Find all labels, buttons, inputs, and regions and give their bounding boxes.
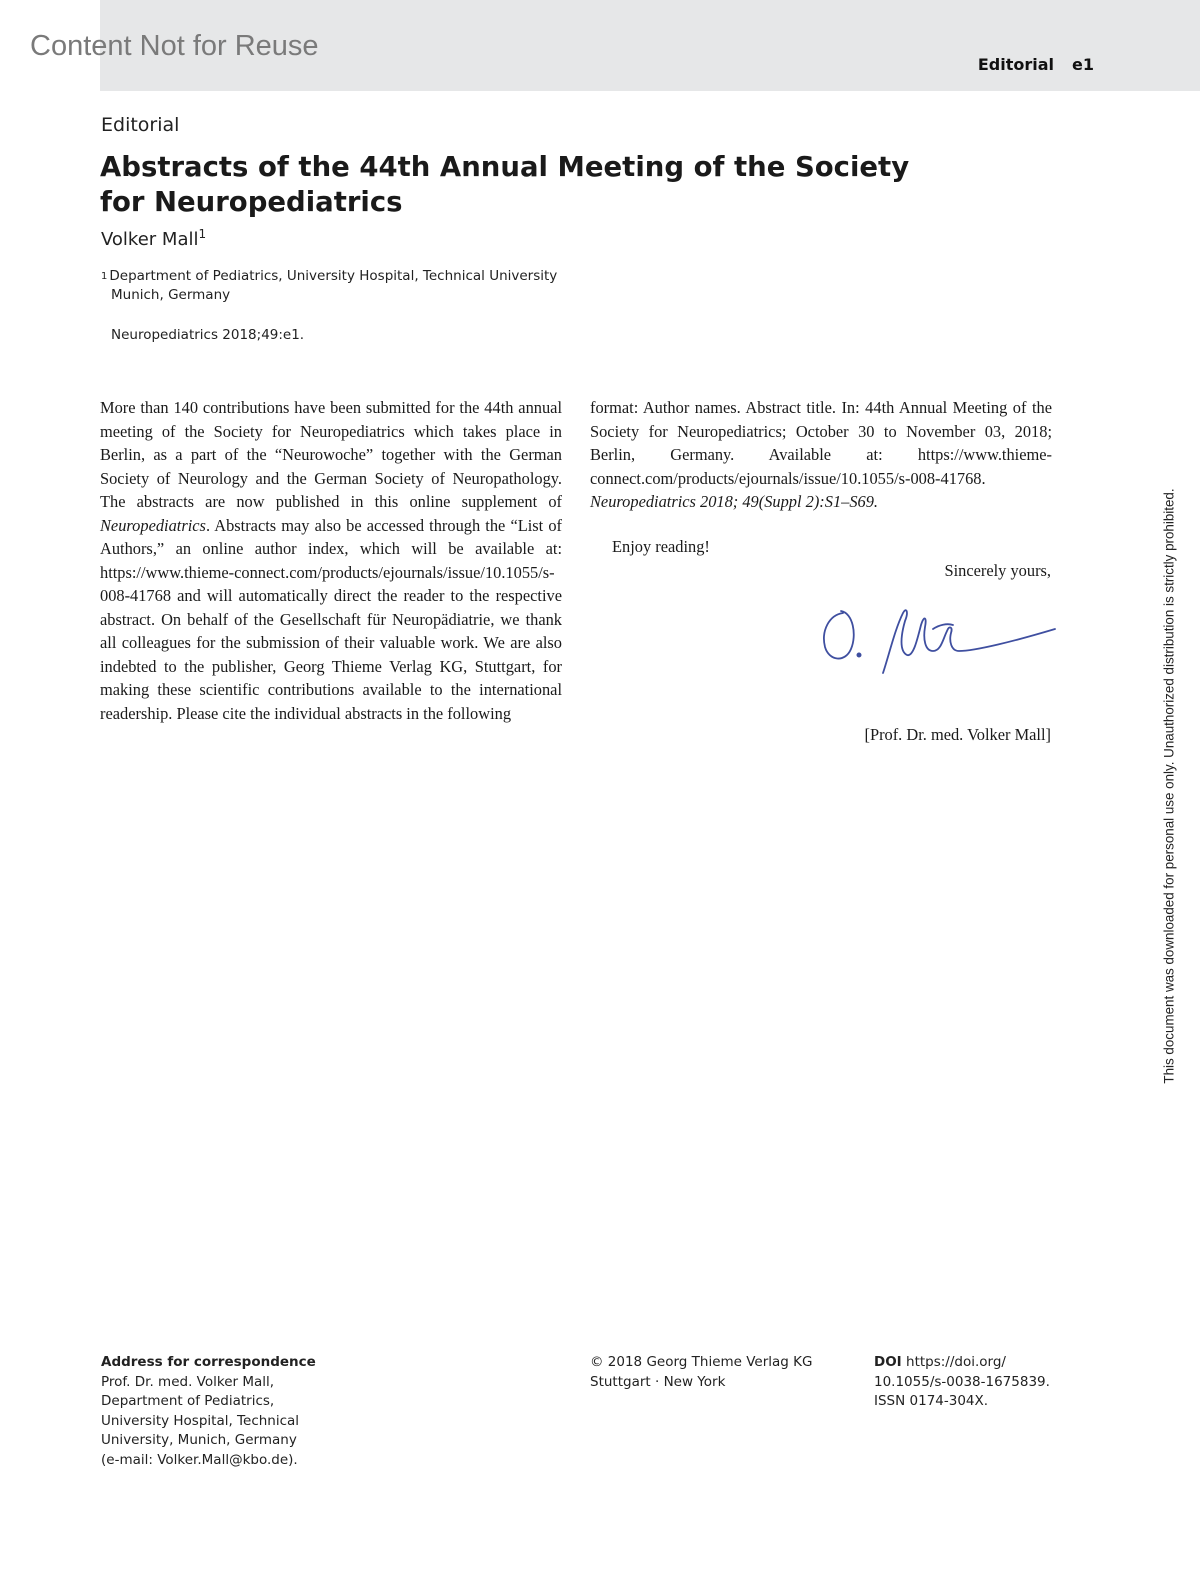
article-title: Abstracts of the 44th Annual Meeting of the Society for Neuropediatrics — [100, 151, 910, 218]
author-affiliation-mark: 1 — [198, 227, 207, 241]
watermark-text: Content Not for Reuse — [30, 30, 319, 62]
copyright-line: © 2018 Georg Thieme Verlag KG — [590, 1354, 813, 1370]
running-head — [978, 55, 1094, 74]
signer-name: [Prof. Dr. med. Volker Mall] — [864, 725, 1051, 744]
body-column-right — [590, 396, 1052, 514]
doi-block — [874, 1353, 1114, 1412]
affiliation-mark: 1 — [101, 271, 108, 282]
address-line: University Hospital, Technical — [101, 1412, 300, 1429]
body-text-right-1: format: Author names. Abstract title. In: 44th Annual Meeting of the Society for Neuropediatrics; October 30 to November 03, 2018; Berlin, Germany. Available at: https://www.thieme-connect.com/products/ejournals/issue/10.1055/s-008-41768. — [590, 398, 1052, 488]
affiliation-line-1: Department of Pediatrics, University Hospital, Technical University — [109, 268, 558, 284]
body-column-left — [100, 396, 562, 725]
copyright-block — [590, 1353, 850, 1392]
section-label: Editorial — [101, 114, 180, 136]
journal-name: Neuropediatrics — [100, 515, 206, 535]
affiliation-line-2: Munich, Germany — [111, 287, 231, 303]
doi-link-continued[interactable]: 10.1055/s-0038-1675839. — [874, 1373, 1050, 1390]
author-line — [101, 227, 206, 250]
doi-link[interactable]: https://doi.org/ — [906, 1354, 1006, 1370]
doi-label: DOI — [874, 1354, 902, 1370]
page-number: e1 — [1072, 55, 1094, 74]
supplement-citation: Neuropediatrics 2018; 49(Suppl 2):S1–S69. — [590, 492, 879, 511]
address-line: Department of Pediatrics, — [101, 1393, 275, 1409]
address-line: University, Munich, Germany — [101, 1432, 297, 1448]
address-line: Prof. Dr. med. Volker Mall, — [101, 1373, 275, 1390]
correspondence-address — [101, 1353, 341, 1470]
signature-image — [815, 595, 1065, 685]
closing-salutation: Sincerely yours, — [944, 561, 1051, 580]
body-text-left-1: More than 140 contributions have been submitted for the 44th annual meeting of the Society for Neuropediatrics which takes place in Berlin, as a part of the “Neurowoche” together with the German Society of Neurology and the German Society of Neuropathology. The abstracts are now published in this online supplement of — [100, 398, 562, 511]
enjoy-reading: Enjoy reading! — [612, 537, 710, 556]
address-heading: Address for correspondence — [101, 1354, 316, 1370]
issn: ISSN 0174-304X. — [874, 1393, 989, 1409]
side-watermark-notice: This document was downloaded for personal use only. Unauthorized distribution is strictly prohibited. — [1161, 488, 1177, 1084]
body-text-left-2: . Abstracts may also be accessed through the “List of Authors,” an online author index, which will be available at: https://www.thieme-connect.com/products/ejournals/issue/10.1055/s-008-41768 and will automatically direct the reader to the respective abstract. On behalf of the Gesellschaft für Neuropädiatrie, we thank all colleagues for the submission of their valuable work. We are also indebted to the publisher, Georg Thieme Verlag KG, Stuttgart, for making these scientific contributions available to the international readership. Please cite the individual abstracts in the following — [100, 515, 562, 723]
publisher-location: Stuttgart · New York — [590, 1373, 726, 1390]
author-name: Volker Mall — [101, 229, 199, 250]
running-head-section: Editorial — [977, 55, 1055, 74]
affiliation — [101, 267, 581, 305]
article-citation: Neuropediatrics 2018;49:e1. — [111, 327, 305, 343]
address-email: (e-mail: Volker.Mall@kbo.de). — [101, 1451, 298, 1468]
